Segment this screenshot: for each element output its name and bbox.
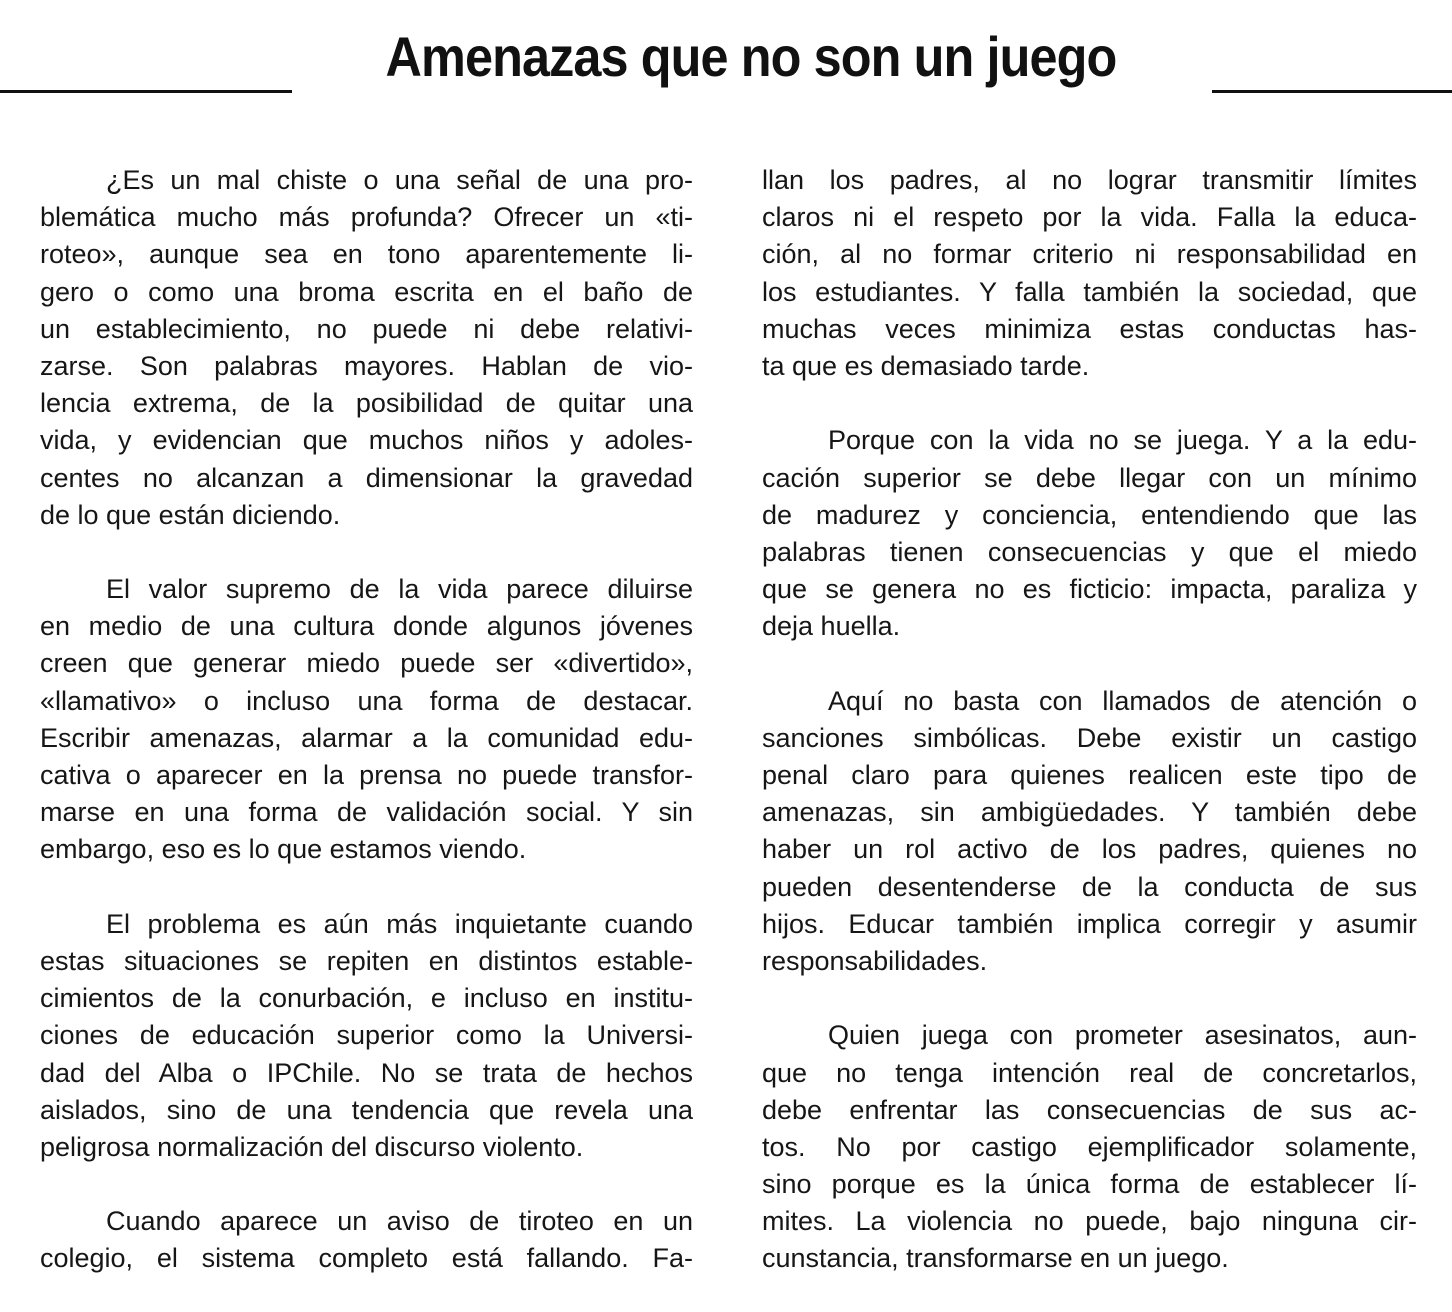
headline-bar — [0, 18, 1452, 118]
text-line: estas situaciones se repiten en distintos estable- — [40, 945, 693, 976]
text-line: ciones de educación superior como la Universi- — [40, 1020, 693, 1051]
text-line: un establecimiento, no puede ni debe relativi- — [40, 313, 693, 344]
paragraph-gap — [762, 645, 1417, 682]
text-line: centes no alcanzan a dimensionar la gravedad — [40, 462, 693, 493]
text-line: ción, al no formar criterio ni responsabilidad en — [762, 239, 1417, 270]
text-line: vida, y evidencian que muchos niños y adoles- — [40, 425, 693, 456]
text-line: muchas veces minimiza estas conductas has- — [762, 313, 1417, 344]
text-line: en medio de una cultura donde algunos jóvenes — [40, 611, 693, 642]
text-line: deja huella. — [762, 611, 901, 642]
text-line: blemática mucho más profunda? Ofrecer un «ti- — [40, 202, 693, 233]
text-line: mites. La violencia no puede, bajo ninguna cir- — [762, 1206, 1417, 1237]
text-line: penal claro para quienes realicen este tipo de — [762, 760, 1417, 790]
text-line: pueden desentenderse de la conducta de sus — [762, 871, 1417, 902]
text-line: debe enfrentar las consecuencias de sus ac- — [762, 1094, 1417, 1125]
paragraph-gap — [40, 534, 693, 571]
text-line: de lo que están diciendo. — [40, 499, 341, 530]
text-line: Aquí no basta con llamados de atención o — [828, 685, 1417, 716]
article-title: Amenazas que no son un juego — [385, 25, 1117, 88]
text-line: responsabilidades. — [762, 945, 988, 976]
text-line: El problema es aún más inquietante cuando — [106, 908, 693, 939]
text-line: peligrosa normalización del discurso violento. — [40, 1131, 584, 1162]
text-line: Cuando aparece un aviso de tiroteo en un — [106, 1206, 693, 1237]
text-line: «llamativo» o incluso una forma de destacar. — [40, 685, 693, 716]
headline-rule-left — [0, 90, 292, 93]
text-line: embargo, eso es lo que estamos viendo. — [40, 834, 527, 865]
text-line: creen que generar miedo puede ser «divertido», — [40, 648, 693, 679]
text-line: sanciones simbólicas. Debe existir un castigo — [762, 722, 1417, 753]
article-column-right — [762, 162, 1417, 1278]
text-line: llan los padres, al no lograr transmitir límites — [762, 165, 1417, 195]
article-column-left — [40, 162, 693, 1278]
text-line: El valor supremo de la vida parece diluirse — [106, 574, 693, 605]
paragraph-gap — [762, 980, 1417, 1017]
text-line: que se genera no es ficticio: impacta, paraliza y — [762, 574, 1417, 605]
text-line: de madurez y conciencia, entendiendo que las — [762, 499, 1417, 530]
text-line: sino porque es la única forma de establecer lí- — [762, 1169, 1417, 1200]
text-line: aislados, sino de una tendencia que revela una — [40, 1094, 693, 1125]
text-line: tos. No por castigo ejemplificador solamente, — [762, 1131, 1417, 1162]
text-line: cativa o aparecer en la prensa no puede transfor- — [40, 760, 693, 790]
paragraph-gap — [40, 869, 693, 906]
text-line: hijos. Educar también implica corregir y asumir — [762, 908, 1417, 939]
text-line: Porque con la vida no se juega. Y a la edu- — [828, 425, 1417, 456]
text-line: los estudiantes. Y falla también la sociedad, que — [762, 276, 1417, 307]
text-line: claros ni el respeto por la vida. Falla la educa- — [762, 202, 1417, 233]
headline-rule-right — [1212, 90, 1452, 93]
text-line: roteo», aunque sea en tono aparentemente li- — [40, 239, 693, 270]
text-line: amenazas, sin ambigüedades. Y también debe — [762, 797, 1417, 828]
text-line: marse en una forma de validación social. Y sin — [40, 797, 693, 828]
text-line: haber un rol activo de los padres, quienes no — [762, 834, 1417, 865]
text-line: dad del Alba o IPChile. No se trata de hechos — [40, 1057, 693, 1088]
text-line: colegio, el sistema completo está fallando. Fa- — [40, 1243, 693, 1274]
text-line: cunstancia, transformarse en un juego. — [762, 1243, 1229, 1274]
text-line: cación superior se debe llegar con un mínimo — [762, 462, 1417, 493]
text-line: Escribir amenazas, alarmar a la comunidad edu- — [40, 722, 693, 753]
text-line: cimientos de la conurbación, e incluso en institu- — [40, 983, 693, 1014]
text-line: gero o como una broma escrita en el baño de — [40, 276, 693, 307]
text-line: ¿Es un mal chiste o una señal de una pro- — [106, 165, 693, 195]
text-line: Quien juega con prometer asesinatos, aun- — [828, 1020, 1417, 1051]
text-line: lencia extrema, de la posibilidad de quitar una — [40, 388, 693, 419]
text-line: palabras tienen consecuencias y que el miedo — [762, 536, 1417, 567]
paragraph-gap — [762, 385, 1417, 422]
text-line: que no tenga intención real de concretarlos, — [762, 1057, 1417, 1088]
text-line: zarse. Son palabras mayores. Hablan de vio- — [40, 350, 693, 381]
text-line: ta que es demasiado tarde. — [762, 350, 1090, 381]
paragraph-gap — [40, 1166, 693, 1203]
